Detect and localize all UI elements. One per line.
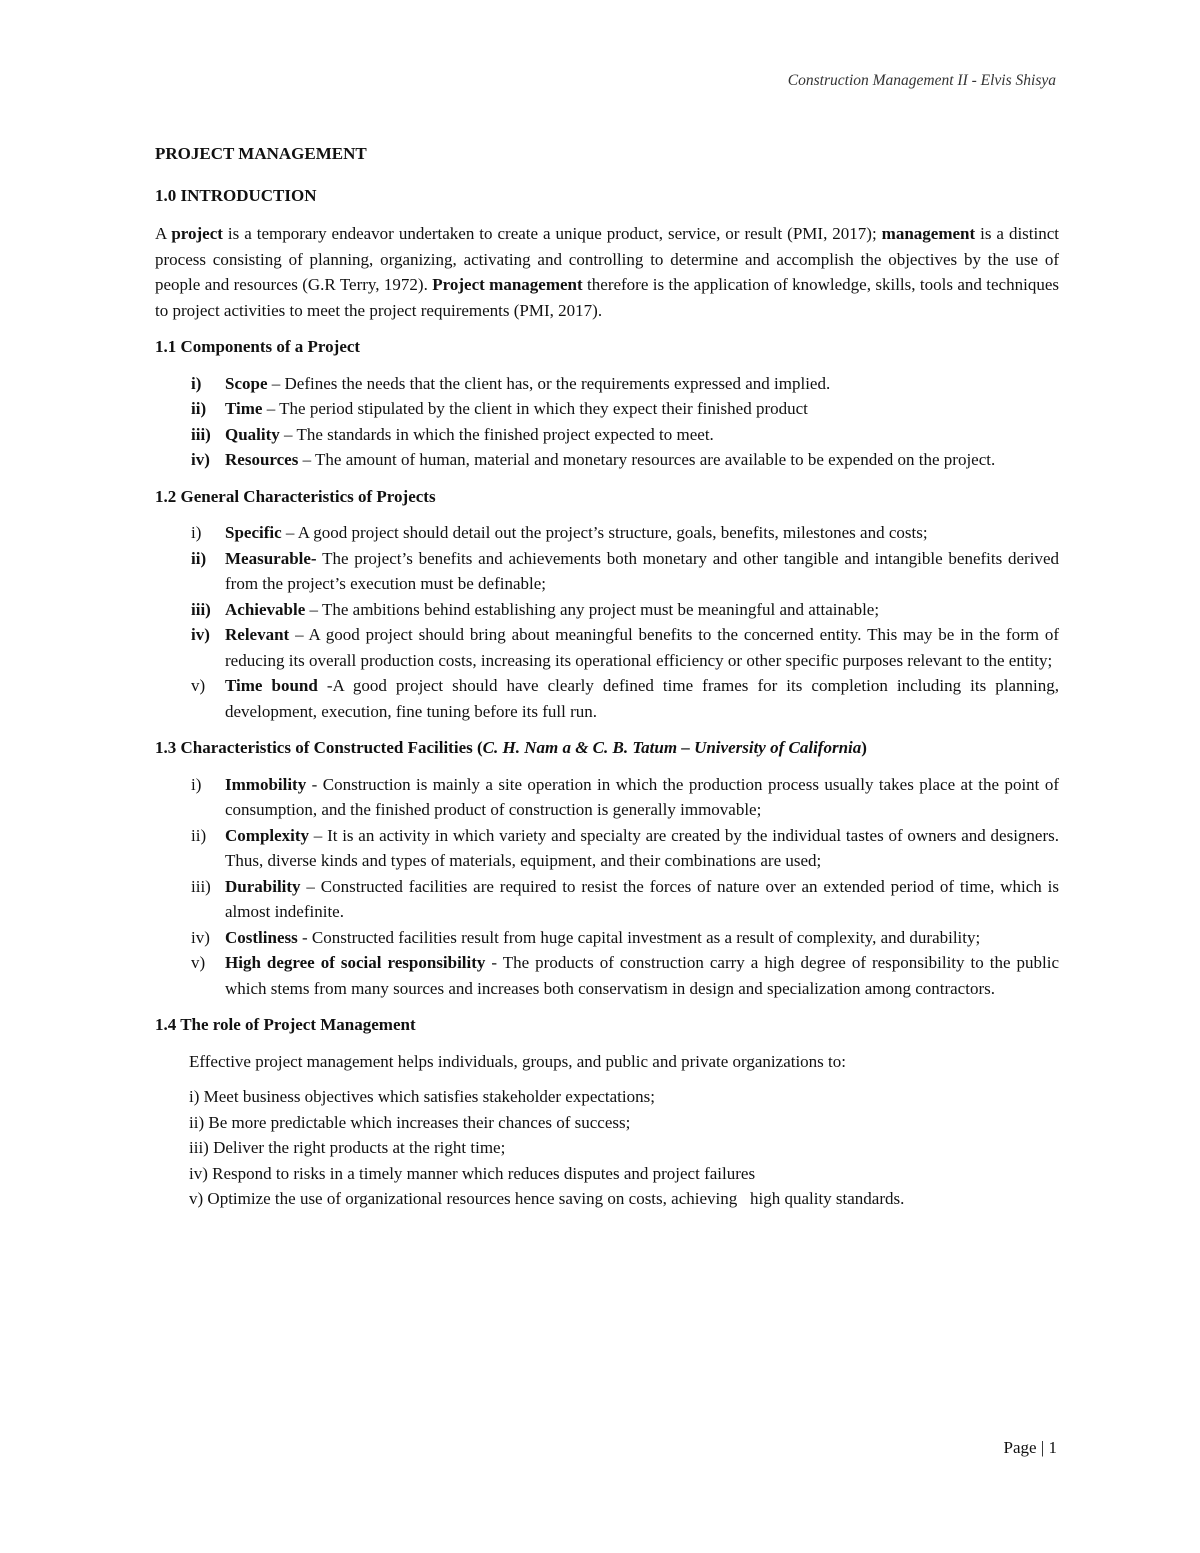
list-item: i) Meet business objectives which satisfies stakeholder expectations; [189, 1087, 655, 1106]
list-text: – The amount of human, material and monetary resources are available to be expended on the project. [298, 450, 996, 469]
list-term: Immobility [225, 774, 307, 794]
list-term: Costliness [225, 927, 298, 947]
list-term: Complexity [225, 825, 310, 845]
list-number: v) [191, 676, 206, 695]
list-text: – A good project should detail out the project’s structure, goals, benefits, milestones and costs; [281, 523, 928, 542]
list-item [155, 925, 1059, 951]
characteristics-list [155, 520, 1059, 724]
list-item [155, 673, 1059, 724]
document-title: PROJECT MANAGEMENT [155, 144, 367, 163]
list-term: Quality [225, 424, 280, 444]
list-number: iv) [191, 927, 210, 947]
list-term: Specific [225, 523, 282, 542]
section-1-4-heading: 1.4 The role of Project Management [155, 1015, 416, 1034]
list-text: -A good project should have clearly defined time frames for its completion including its planning, development, execution, fine tuning before its full run. [225, 676, 1059, 721]
list-item [155, 874, 1059, 925]
list-item: v) Optimize the use of organizational resources hence saving on costs, achieving high quality standards. [189, 1189, 905, 1208]
list-number: iii) [191, 424, 211, 444]
list-number: ii) [191, 399, 207, 418]
list-term: Relevant [225, 625, 290, 644]
list-term: Resources [225, 450, 299, 469]
list-text: – Defines the needs that the client has, or the requirements expressed and implied. [267, 373, 831, 393]
list-term: High degree of social responsibility [225, 953, 486, 972]
list-number: v) [191, 953, 206, 972]
section-1-3-heading [155, 735, 1059, 761]
page-content [155, 141, 1059, 1212]
list-term: Scope [225, 373, 268, 393]
list-item [155, 622, 1059, 673]
list-text: - The products of construction carry a high degree of responsibility to the public which stems from many sources and increases both conservatism in design and specialization among contractors. [225, 953, 1059, 998]
list-text: – A good project should bring about meaningful benefits to the concerned entity. This may be in the form of reducing its overall production costs, increasing its operational efficiency or other specific purposes relevant to the entity; [225, 625, 1059, 670]
heading-text: ) [861, 738, 867, 757]
list-item [155, 422, 1059, 448]
list-item [155, 520, 1059, 546]
heading-citation: C. H. Nam a & C. B. Tatum – University of California [482, 738, 862, 757]
list-text: – Constructed facilities are required to resist the forces of nature over an extended period of time, which is almost indefinite. [225, 876, 1059, 921]
intro-heading: 1.0 INTRODUCTION [155, 185, 317, 205]
list-item [155, 950, 1059, 1001]
list-text: The project’s benefits and achievements both monetary and other tangible and intangible benefits derived from the project’s execution must be definable; [225, 548, 1059, 593]
running-header: Construction Management II - Elvis Shisya [787, 72, 1056, 89]
list-item [155, 396, 1059, 422]
list-number: iii) [191, 599, 211, 619]
list-text: – It is an activity in which variety and specialty are created by the individual tastes of owners and designers. Thus, diverse kinds and types of materials, equipment, and their combinations are used; [225, 825, 1059, 870]
list-term: Achievable [225, 599, 306, 619]
list-item [155, 546, 1059, 597]
list-number: iii) [191, 876, 211, 896]
list-term: Durability [225, 876, 301, 896]
section-1-1-heading: 1.1 Components of a Project [155, 337, 361, 356]
list-number: i) [191, 373, 202, 393]
intro-text: therefore is the application of knowledge, skills, tools and techniques to project activities to meet the project requirements (PMI, 2017). [155, 275, 1059, 320]
term-project: project [171, 224, 223, 243]
list-text: – The standards in which the finished project expected to meet. [279, 424, 714, 444]
list-number: ii) [191, 548, 207, 568]
intro-text: is a distinct process consisting of planning, organizing, activating and controlling to determine and accomplish the objectives by the use of people and resources (G.R Terry, 1972). [155, 224, 1059, 294]
list-number: i) [191, 523, 202, 542]
components-list [155, 371, 1059, 473]
list-number: iv) [191, 625, 210, 644]
list-text: – The ambitions behind establishing any project must be meaningful and attainable; [305, 599, 880, 619]
list-item [155, 371, 1059, 397]
list-term: Time bound [225, 676, 318, 695]
intro-paragraph [155, 221, 1059, 323]
list-item: iii) Deliver the right products at the right time; [189, 1138, 506, 1157]
role-list [189, 1084, 1059, 1212]
list-number: i) [191, 774, 202, 794]
list-item [155, 597, 1059, 623]
term-management: management [881, 224, 976, 243]
list-text: - Constructed facilities result from huge capital investment as a result of complexity, and durability; [297, 927, 981, 947]
list-term: Time [225, 399, 263, 418]
intro-text: A [155, 224, 172, 243]
list-text: – The period stipulated by the client in which they expect their finished product [262, 399, 808, 418]
list-term: Measurable- [225, 548, 317, 568]
intro-text: is a temporary endeavor undertaken to create a unique product, service, or result (PMI, 2017); [222, 224, 882, 243]
list-item [155, 823, 1059, 874]
list-item: iv) Respond to risks in a timely manner which reduces disputes and project failures [189, 1163, 756, 1183]
term-project-management: Project management [432, 275, 583, 294]
list-item: ii) Be more predictable which increases their chances of success; [189, 1112, 631, 1132]
page-number: Page | 1 [1003, 1438, 1057, 1457]
role-lead: Effective project management helps individuals, groups, and public and private organizations to: [189, 1051, 846, 1071]
list-number: iv) [191, 450, 210, 469]
list-number: ii) [191, 825, 207, 845]
list-text: - Construction is mainly a site operation in which the production process usually takes place at the point of consumption, and the finished product of construction is generally immovable; [225, 774, 1059, 819]
facilities-list [155, 772, 1059, 1002]
list-item [155, 447, 1059, 473]
list-item [155, 772, 1059, 823]
section-1-2-heading: 1.2 General Characteristics of Projects [155, 486, 436, 506]
heading-text: 1.3 Characteristics of Constructed Facilities ( [155, 738, 483, 757]
